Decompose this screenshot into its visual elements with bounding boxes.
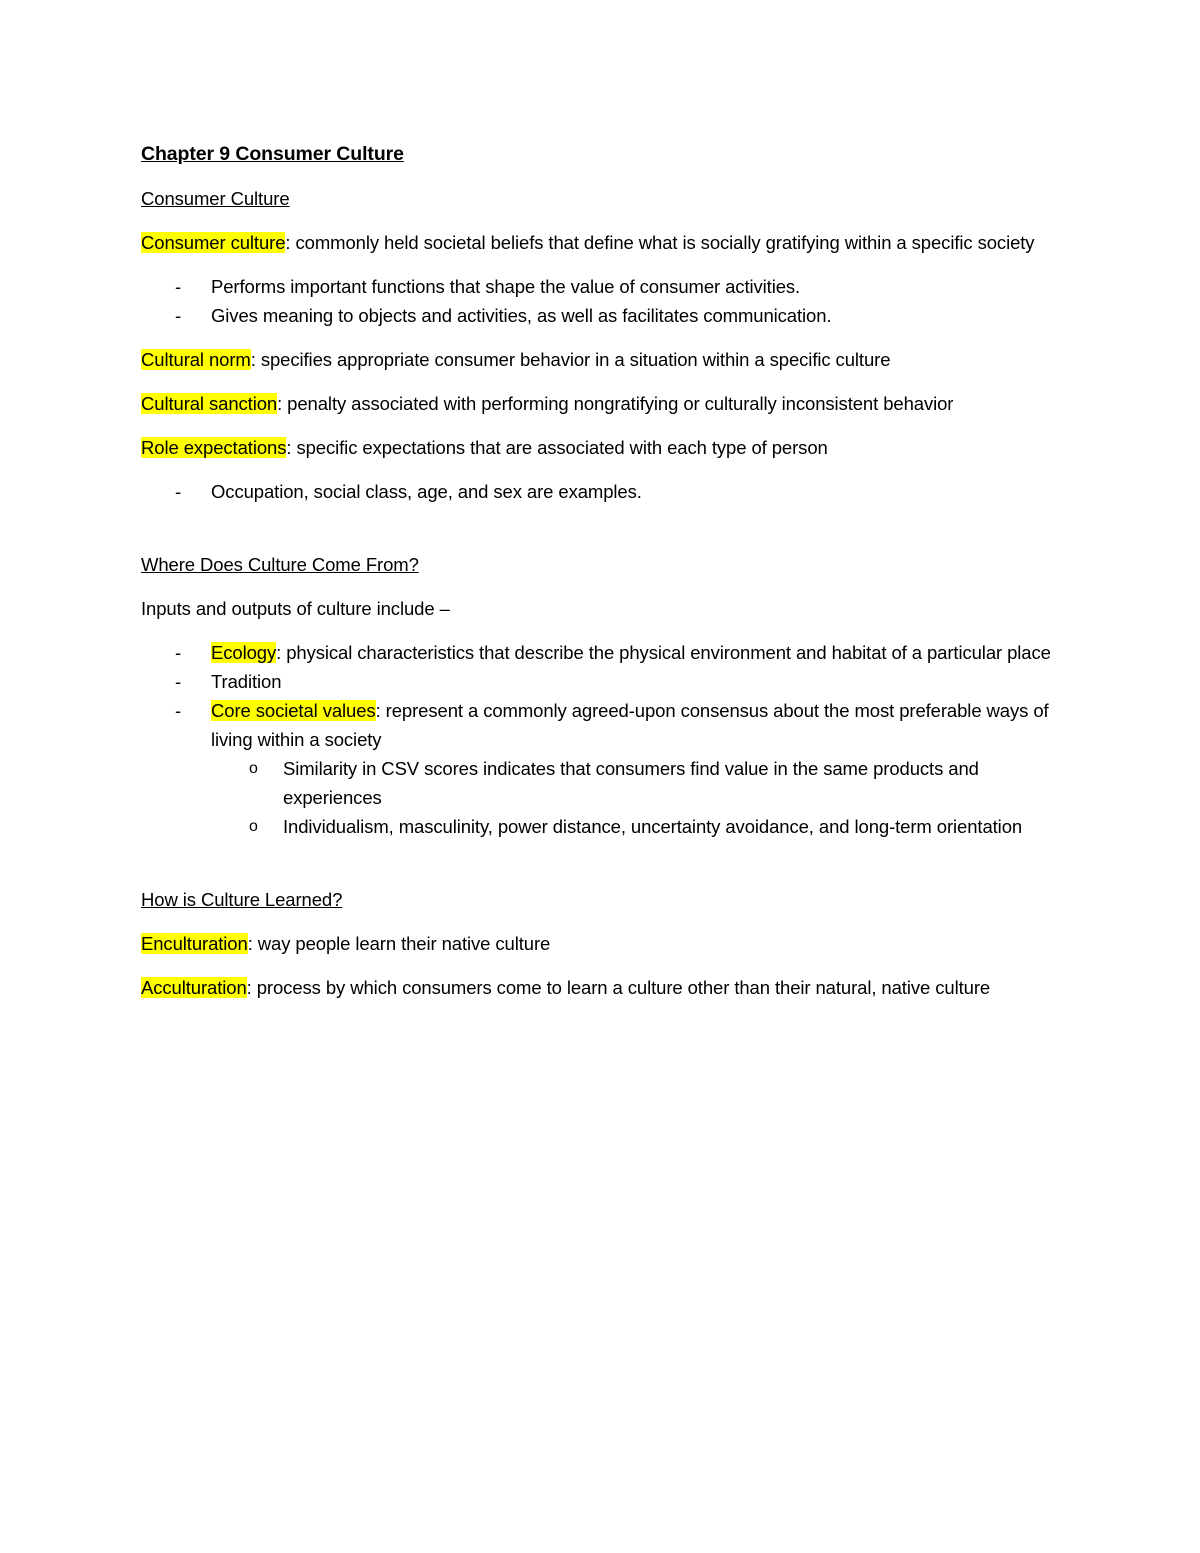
list-item [141, 272, 1061, 301]
highlighted-term: Cultural norm [141, 349, 251, 370]
list-item-text: Performs important functions that shape the value of consumer activities. [211, 276, 801, 297]
definition-consumer-culture [141, 228, 1061, 257]
highlighted-term: Cultural sanction [141, 393, 278, 414]
definition-acculturation [141, 973, 1061, 1002]
definition-enculturation [141, 929, 1061, 958]
list-item-text: Occupation, social class, age, and sex are examples. [211, 481, 642, 502]
definition-role-expectations [141, 433, 1061, 462]
highlighted-term: Core societal values [211, 700, 376, 721]
dash-bullet-icon: - [175, 642, 182, 663]
definition-cultural-sanction [141, 389, 1061, 418]
section-heading-consumer-culture: Consumer Culture [141, 188, 290, 209]
bullet-list-culture-inputs [141, 638, 1061, 841]
list-item [141, 696, 1061, 841]
definition-text: : physical characteristics that describe the physical environment and habitat of a particular place [276, 642, 1051, 663]
bullet-list-role-examples [141, 477, 1061, 506]
list-item [141, 638, 1061, 667]
list-item-text: Tradition [211, 671, 282, 692]
section-heading-where-culture-comes-from: Where Does Culture Come From? [141, 554, 419, 575]
list-item [141, 301, 1061, 330]
page-title: Chapter 9 Consumer Culture [141, 143, 404, 165]
paragraph-inputs-outputs: Inputs and outputs of culture include – [141, 598, 450, 619]
highlighted-term: Ecology [211, 642, 277, 663]
list-item [141, 477, 1061, 506]
section-heading-how-culture-learned: How is Culture Learned? [141, 889, 343, 910]
circle-bullet-icon: o [249, 760, 258, 777]
sub-list-item [211, 754, 1061, 812]
highlighted-term: Enculturation [141, 933, 248, 954]
sub-list-item [211, 812, 1061, 841]
list-item-text: Gives meaning to objects and activities, as well as facilitates communication. [211, 305, 832, 326]
definition-cultural-norm [141, 345, 1061, 374]
dash-bullet-icon: - [175, 700, 182, 721]
definition-text: : process by which consumers come to learn a culture other than their natural, native culture [246, 977, 991, 998]
dash-bullet-icon: - [175, 305, 182, 326]
sub-bullet-list [211, 754, 1061, 841]
definition-text: : specifies appropriate consumer behavior in a situation within a specific culture [250, 349, 891, 370]
list-item [141, 667, 1061, 696]
spacer [141, 856, 1061, 885]
definition-text: : commonly held societal beliefs that define what is socially gratifying within a specific society [285, 232, 1035, 253]
highlighted-term: Consumer culture [141, 232, 286, 253]
document-content [141, 140, 1061, 1017]
definition-text: : represent a commonly agreed-upon consensus about the most preferable ways of living within a society [211, 700, 1049, 750]
highlighted-term: Acculturation [141, 977, 247, 998]
bullet-list-functions [141, 272, 1061, 330]
list-item-text: Individualism, masculinity, power distance, uncertainty avoidance, and long-term orientation [283, 816, 1023, 837]
list-item-text: Similarity in CSV scores indicates that consumers find value in the same products and experiences [283, 758, 979, 808]
dash-bullet-icon: - [175, 481, 182, 502]
definition-text: : penalty associated with performing nongratifying or culturally inconsistent behavior [277, 393, 954, 414]
highlighted-term: Role expectations [141, 437, 287, 458]
definition-text: : way people learn their native culture [247, 933, 551, 954]
dash-bullet-icon: - [175, 671, 182, 692]
circle-bullet-icon: o [249, 818, 258, 835]
spacer [141, 521, 1061, 550]
dash-bullet-icon: - [175, 276, 182, 297]
definition-text: : specific expectations that are associated with each type of person [286, 437, 828, 458]
